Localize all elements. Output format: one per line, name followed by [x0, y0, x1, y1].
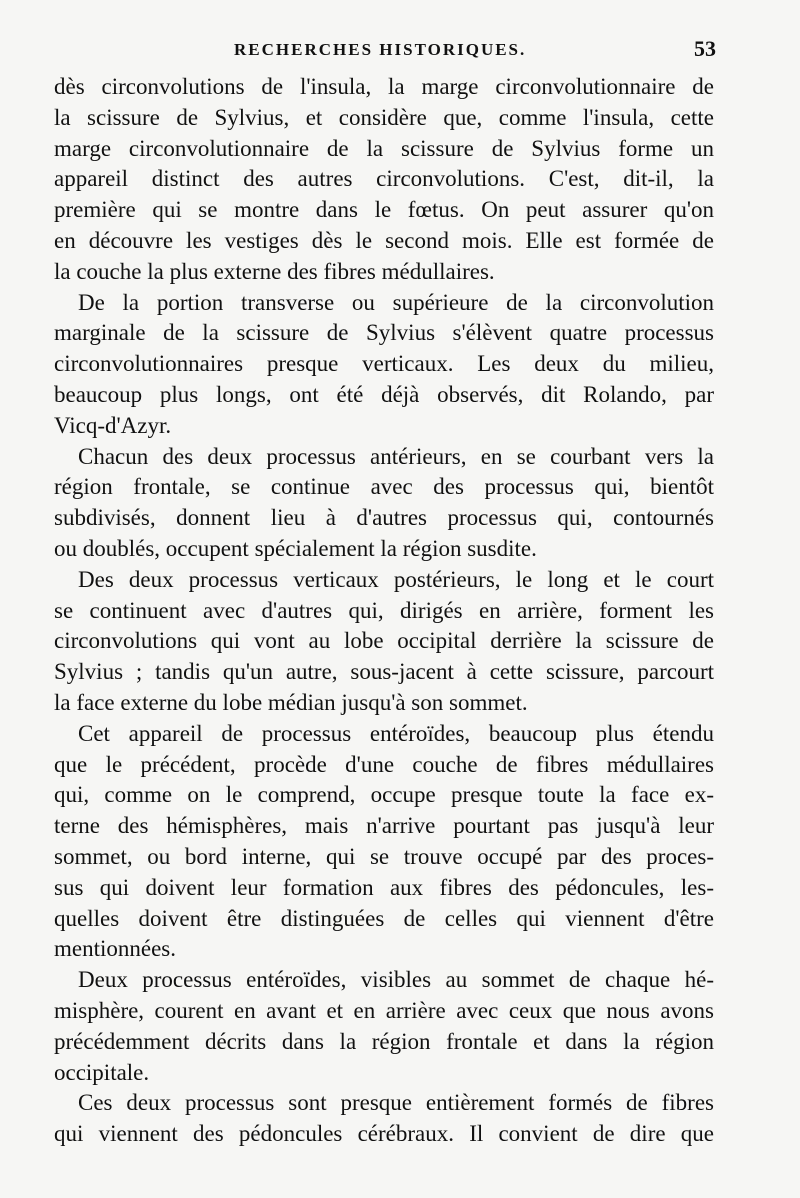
text-line: mentionnées. [54, 936, 176, 962]
paragraph [54, 442, 714, 565]
text-line: Sylvius ; tandis qu'un autre, sous-jacent à cette scissure, parcourt [54, 659, 714, 685]
text-line: circonvolutionnaires presque verticaux. Les deux du milieu, [54, 351, 714, 377]
text-line: sommet, ou bord interne, qui se trouve occupé par des proces- [54, 843, 714, 869]
text-line: beaucoup plus longs, ont été déjà observés, dit Rolando, par [54, 381, 714, 407]
text-line: la face externe du lobe médian jusqu'à son sommet. [54, 689, 528, 715]
text-line: ou doublés, occupent spécialement la région susdite. [54, 535, 537, 561]
text-line: marginale de la scissure de Sylvius s'élèvent quatre processus [54, 320, 714, 346]
paragraph [54, 965, 714, 1088]
text-line: la scissure de Sylvius, et considère que, comme l'insula, cette [54, 104, 714, 130]
text-line: misphère, courent en avant et en arrière avec ceux que nous avons [54, 997, 714, 1023]
text-line: que le précédent, procède d'une couche de fibres médullaires [54, 751, 714, 777]
page-header [54, 30, 714, 70]
text-line: Ces deux processus sont presque entièrement formés de fibres [78, 1090, 714, 1116]
text-line: marge circonvolutionnaire de la scissure de Sylvius forme un [54, 135, 714, 161]
paragraph [54, 72, 714, 288]
text-line: quelles doivent être distinguées de celles qui viennent d'être [54, 905, 714, 931]
text-line: région frontale, se continue avec des processus qui, bientôt [54, 474, 714, 500]
paragraph [54, 565, 714, 719]
text-line: première qui se montre dans le fœtus. On peut assurer qu'on [54, 197, 714, 223]
text-line: dès circonvolutions de l'insula, la marge circonvolutionnaire de [54, 74, 714, 99]
text-line: Des deux processus verticaux postérieurs, le long et le court [78, 566, 714, 592]
text-line: qui, comme on le comprend, occupe presque toute la face ex- [54, 782, 714, 808]
text-line: circonvolutions qui vont au lobe occipital derrière la scissure de [54, 628, 714, 654]
text-line: sus qui doivent leur formation aux fibres des pédoncules, les- [54, 874, 714, 900]
text-line: Chacun des deux processus antérieurs, en se courbant vers la [78, 443, 714, 469]
text-line: précédemment décrits dans la région frontale et dans la région [54, 1028, 714, 1054]
text-line: terne des hémisphères, mais n'arrive pourtant pas jusqu'à leur [54, 813, 714, 839]
paragraph [54, 288, 714, 442]
text-line: en découvre les vestiges dès le second mois. Elle est formée de [54, 227, 714, 253]
page-number: 53 [694, 36, 716, 61]
running-head: RECHERCHES HISTORIQUES. [234, 40, 527, 59]
text-line: De la portion transverse ou supérieure de la circonvolution [78, 289, 714, 315]
text-line: subdivisés, donnent lieu à d'autres processus qui, contournés [54, 505, 714, 531]
paragraph [54, 719, 714, 965]
text-line: se continuent avec d'autres qui, dirigés en arrière, forment les [54, 597, 714, 623]
text-line: occipitale. [54, 1059, 150, 1085]
text-line: qui viennent des pédoncules cérébraux. Il convient de dire que [54, 1121, 714, 1147]
text-line: Cet appareil de processus entéroïdes, beaucoup plus étendu [78, 720, 714, 746]
text-line: la couche la plus externe des fibres médullaires. [54, 258, 495, 284]
paragraph [54, 1088, 714, 1150]
text-line: appareil distinct des autres circonvolutions. C'est, dit-il, la [54, 166, 714, 192]
text-line: Vicq-d'Azyr. [54, 412, 172, 438]
text-line: Deux processus entéroïdes, visibles au sommet de chaque hé- [78, 967, 714, 993]
body-text [54, 72, 714, 1150]
